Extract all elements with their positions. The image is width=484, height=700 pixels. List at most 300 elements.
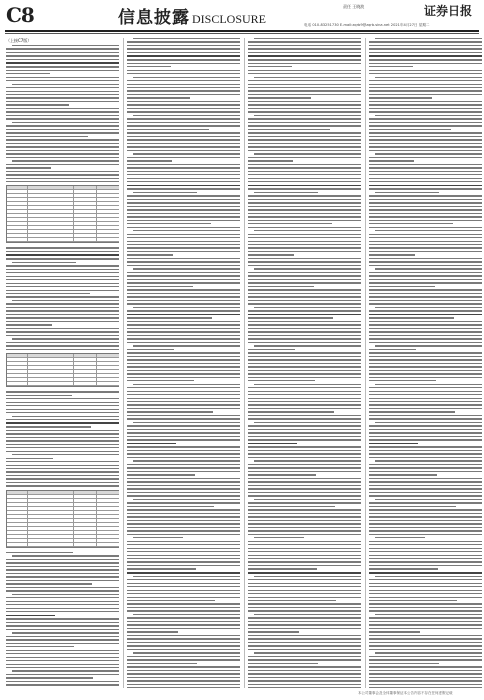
text-line [248,146,361,147]
text-line [254,499,361,500]
text-line [6,104,69,105]
text-line [127,157,240,158]
text-line [6,283,119,284]
text-line [6,115,119,116]
text-line [369,244,482,245]
text-line [369,97,432,98]
table-cell [28,206,75,209]
text-line [248,241,361,242]
text-line [248,502,361,503]
text-line [248,321,361,322]
text-line [369,670,482,671]
text-line [6,80,119,81]
masthead-rule [5,30,479,32]
table-cell [28,230,75,233]
text-line [127,453,240,454]
text-line [369,174,482,175]
text-line [369,202,482,203]
text-line [369,377,482,378]
text-line [127,677,240,678]
text-line [127,70,240,71]
text-line [127,237,240,238]
text-line [369,597,482,598]
text-line [248,446,361,447]
text-line [12,555,119,556]
text-line [127,673,240,674]
text-line [248,129,330,130]
text-line [369,624,482,625]
text-line [369,160,414,161]
text-line [369,656,482,657]
text-line [6,48,119,49]
text-line [248,520,361,521]
text-line [6,167,51,168]
text-line [248,638,361,639]
text-line [6,419,119,420]
text-line [127,195,240,196]
text-line [369,241,482,242]
table-cell [7,531,28,534]
text-line [127,579,240,580]
text-line [369,48,482,49]
table-cell [7,214,28,217]
text-line [6,310,119,311]
text-line [248,370,361,371]
text-line [248,568,317,569]
text-line [248,261,361,262]
text-line [127,509,240,510]
text-line [248,59,361,60]
text-line [369,234,482,235]
table-cell [28,543,75,546]
text-line [133,384,240,385]
text-line [127,366,240,367]
table-cell [7,382,28,385]
text-line [127,432,240,433]
editor-line: 责任 王晓波 [343,4,365,9]
text-line [127,132,240,133]
text-line [6,59,119,60]
text-line [369,645,482,646]
text-line [133,268,240,269]
text-line [127,317,212,318]
text-line [248,101,361,102]
text-line [369,143,482,144]
table-cell [7,495,28,498]
text-line [127,216,240,217]
text-line [133,460,240,461]
text-line [248,687,361,688]
text-line [127,206,240,207]
text-line [127,209,240,210]
text-line [369,289,482,290]
table-cell [97,186,119,189]
newspaper-logo: 证券日报 [424,4,473,18]
text-line [369,593,482,594]
text-line [12,262,76,263]
text-line [127,561,240,562]
text-line [127,687,240,688]
text-line [248,450,361,451]
table-cell [28,382,75,385]
text-line [248,188,361,189]
text-line [127,597,240,598]
table-cell [97,503,119,506]
table-cell [28,210,75,213]
text-line [127,324,240,325]
text-line [375,422,482,423]
text-line [248,464,361,465]
text-line [127,377,240,378]
text-line [369,314,482,316]
text-line [248,516,361,517]
text-line [248,506,335,507]
text-line [6,562,119,563]
text-line [127,415,240,416]
text-line [6,251,119,252]
table-cell [97,378,119,381]
table-cell [97,370,119,373]
text-line [133,230,240,231]
text-line [6,111,119,112]
text-line [369,373,482,374]
text-line [248,178,361,179]
text-line [248,377,361,378]
text-line [369,649,482,650]
text-line [248,349,295,350]
text-line [6,331,119,332]
text-line [127,513,240,514]
text-line [6,293,90,294]
text-line [127,52,240,53]
text-line [127,101,240,102]
text-line [127,401,240,402]
table-cell [28,527,75,530]
text-line [6,118,119,119]
text-line [248,656,361,657]
text-line [127,279,240,280]
text-line [127,139,240,140]
text-line [127,530,240,531]
text-line [369,70,482,71]
text-line [6,482,119,483]
table-cell [7,374,28,377]
text-line [6,604,119,605]
text-line [248,356,361,357]
table-cell [28,515,75,518]
text-line [127,548,240,549]
text-line [127,247,240,248]
text-line [127,659,240,660]
text-line [6,437,119,438]
table-cell [28,222,75,225]
text-line [248,111,361,112]
text-line [369,663,439,664]
table-cell [28,362,75,365]
text-line [369,258,482,259]
text-line [369,432,482,433]
text-line [127,185,240,187]
text-line [248,338,361,339]
text-line [127,680,240,681]
text-line [248,254,294,255]
text-line [369,684,482,685]
text-line [248,251,361,252]
text-line [369,502,482,503]
text-line [127,439,240,440]
text-line [369,359,482,360]
text-line [6,684,119,685]
table-cell [7,210,28,213]
table-cell [28,378,75,381]
text-line [369,185,482,187]
text-line [127,408,240,409]
text-line [369,223,453,224]
text-line [6,307,119,308]
text-line [248,66,292,67]
text-line [369,261,482,262]
text-line [127,568,196,569]
column-divider [365,38,366,688]
table-cell [74,374,97,377]
text-line [369,628,482,629]
text-line [6,458,53,459]
text-line [127,450,240,451]
text-line [369,520,482,521]
text-line [248,104,361,105]
text-line [248,548,361,549]
text-line [248,544,361,545]
text-line [375,307,482,308]
text-line [6,258,119,259]
text-line [127,181,240,182]
text-line [133,77,240,78]
text-line [369,610,482,611]
table-cell [7,234,28,237]
text-line [127,670,240,671]
text-line [369,265,482,266]
table-cell [74,234,97,237]
text-line [127,234,240,235]
table-cell [97,206,119,209]
text-line [369,398,482,399]
table-cell [28,214,75,217]
text-line [248,680,361,681]
text-line [369,513,482,514]
text-line [248,534,361,535]
text-line [127,583,240,584]
text-line [6,629,119,630]
text-line [369,349,416,350]
text-line [6,664,119,665]
text-line [248,565,361,566]
text-line [369,331,482,332]
text-line [6,422,119,424]
text-line [369,101,482,102]
text-line [127,474,195,475]
table-cell [97,495,119,498]
table-cell [7,194,28,197]
text-line [6,643,119,644]
text-line [127,254,173,255]
text-line [127,174,240,175]
text-line [375,345,482,346]
text-line [248,666,361,667]
text-line [369,680,482,681]
table-cell [28,499,75,502]
text-line [369,206,482,207]
text-line [127,286,193,287]
text-line [248,555,361,556]
text-line [12,160,119,161]
text-line [127,495,240,496]
text-line [6,129,119,130]
text-line [6,70,119,71]
text-line [127,544,240,545]
text-line [248,401,361,402]
text-line [6,608,119,609]
text-line [127,66,171,67]
text-line [369,293,482,294]
text-line [6,611,119,612]
text-line [248,597,361,598]
text-line [6,265,119,266]
text-line [248,63,361,64]
text-line [248,467,361,468]
text-line [369,478,482,479]
table-cell [74,358,97,361]
text-line [248,223,332,224]
text-line [248,418,361,419]
text-line [127,436,240,437]
text-line [375,153,482,154]
text-line [248,583,361,584]
text-line [127,261,240,262]
text-line [369,607,482,608]
text-line [6,433,119,434]
text-line [248,415,361,416]
text-column-3 [248,38,361,688]
text-line [369,583,482,584]
text-line [369,181,482,182]
text-line [127,122,240,123]
text-line [6,296,119,297]
text-line [248,199,361,200]
text-line [127,272,240,273]
text-line [6,66,119,67]
table-cell [74,382,97,385]
text-line [248,558,361,559]
table-cell [74,210,97,213]
table-cell [28,238,75,241]
text-line [248,209,361,210]
table-cell [97,491,119,494]
text-line [127,244,240,245]
text-line [127,631,178,632]
text-line [127,289,240,290]
text-line [6,636,119,637]
text-line [248,684,361,685]
text-line [127,520,240,521]
text-line [127,167,240,168]
text-line [248,380,315,381]
text-line [6,622,119,623]
text-line [369,139,482,140]
text-line [12,122,119,123]
text-line [375,652,482,653]
text-line [254,537,304,538]
text-line [248,387,361,388]
text-line [248,621,361,622]
text-line [369,677,482,678]
text-line [6,286,119,287]
text-line [369,555,482,556]
text-line [248,363,361,364]
table-cell [28,234,75,237]
text-line [127,418,240,419]
table-cell [7,358,28,361]
text-line [127,45,240,46]
text-line [369,328,482,329]
text-line [254,268,361,269]
text-line [248,310,361,311]
table-cell [74,222,97,225]
text-line [127,628,240,629]
text-line [369,366,482,367]
text-line [248,488,361,489]
text-line [248,108,361,109]
text-line [248,55,361,57]
text-line [375,460,482,461]
text-line [6,317,119,318]
text-line [369,310,482,311]
text-line [248,282,361,283]
text-line [127,241,240,242]
text-line [369,275,482,276]
text-line [369,52,482,53]
text-line [6,94,119,95]
text-line [127,446,240,447]
text-line [369,544,482,545]
text-line [369,150,482,151]
text-line [248,80,361,81]
table-cell [74,202,97,205]
table-cell [97,523,119,526]
text-line [248,492,361,493]
text-line [369,66,413,67]
text-line [127,188,240,189]
table-cell [97,543,119,546]
text-line [6,615,55,617]
text-line [6,328,119,329]
text-line [248,289,361,290]
text-line [127,394,240,395]
text-line [369,530,482,531]
text-line [127,303,240,304]
text-line [133,307,240,308]
text-line [248,561,361,562]
text-line [127,265,240,266]
text-line [369,108,482,109]
text-line [369,387,482,388]
table-cell [28,194,75,197]
text-line [6,136,88,137]
text-line [248,185,361,187]
table-cell [28,523,75,526]
text-line [248,670,361,671]
table-cell [74,539,97,542]
text-line [127,87,240,88]
